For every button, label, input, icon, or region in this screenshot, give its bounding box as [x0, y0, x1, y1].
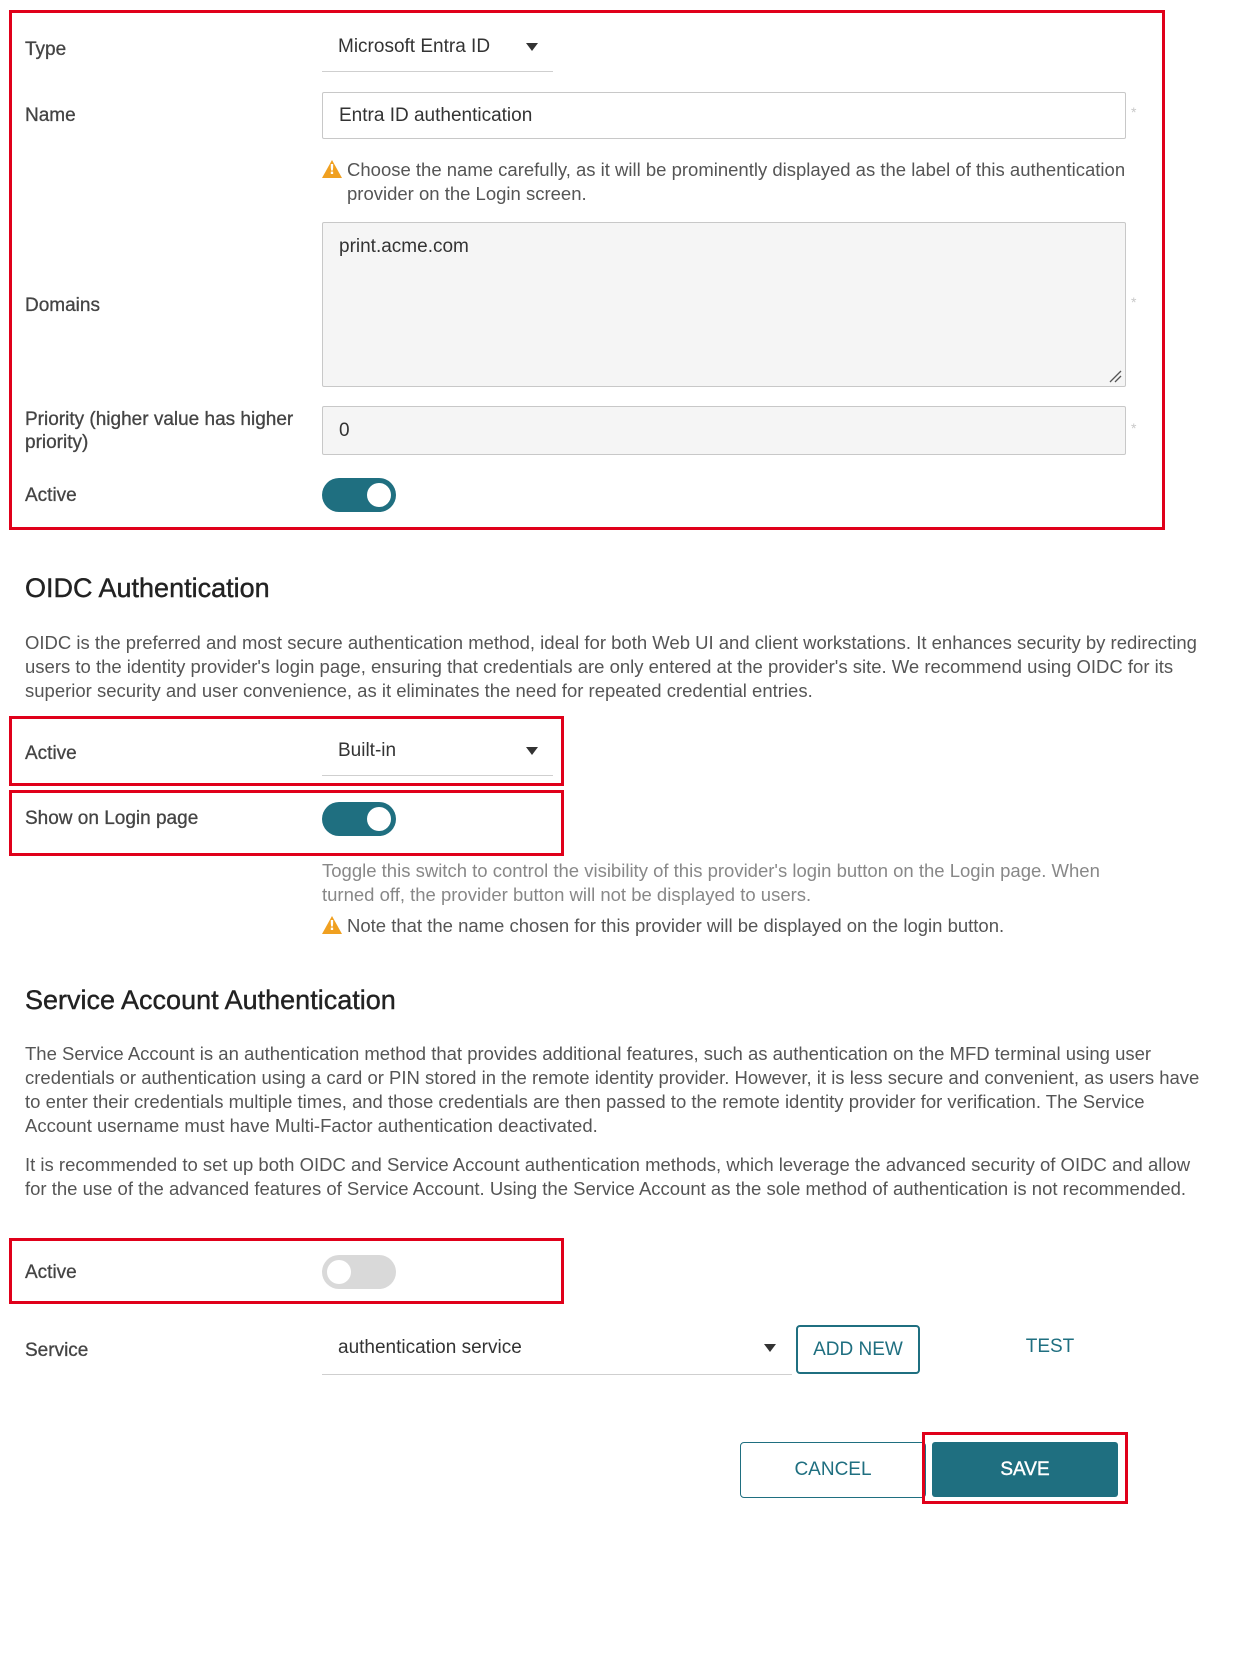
warning-icon [322, 916, 342, 934]
cancel-button[interactable]: CANCEL [740, 1442, 926, 1498]
oidc-title: OIDC Authentication [25, 573, 270, 603]
type-value: Microsoft Entra ID [338, 36, 491, 57]
name-required-mark: * [1131, 104, 1137, 120]
domains-value: print.acme.com [339, 236, 469, 257]
chevron-down-icon [764, 1344, 776, 1352]
priority-value: 0 [339, 420, 350, 441]
name-input[interactable] [322, 92, 1126, 139]
service-account-description-1: The Service Account is an authentication method that provides additional features, such as authentication on the MFD terminal using user credentials or authentication using a card or PIN stored in the remote identity provider. However, it is less secure and convenient, as users have to enter their credentials multiple times, and those credentials are then passed to the remote identity provider for verification. The Service Account username must have Multi-Factor authentication deactivated. [25, 1043, 1200, 1136]
service-account-title: Service Account Authentication [25, 985, 396, 1015]
chevron-down-icon [526, 43, 538, 51]
name-value: Entra ID authentication [339, 105, 533, 126]
service-active-label: Active [25, 1262, 77, 1283]
priority-input[interactable] [322, 406, 1126, 455]
toggle-knob [367, 483, 391, 507]
warning-icon [322, 160, 342, 178]
add-new-button[interactable]: ADD NEW [796, 1325, 920, 1374]
oidc-description: OIDC is the preferred and most secure authentication method, ideal for both Web UI and client workstations. It enhances security by redirecting users to the identity provider's login page, ensuring that credentials are only entered at the provider's site. We recommend using OIDC for its superior security and user convenience, as it eliminates the need for repeated credential entries. [25, 632, 1197, 701]
type-label: Type [25, 39, 67, 60]
resize-handle-icon[interactable] [1108, 369, 1122, 383]
active-label: Active [25, 485, 77, 506]
highlight-service-active [9, 1238, 564, 1304]
service-select[interactable] [322, 1329, 792, 1375]
active-toggle[interactable] [322, 478, 396, 512]
service-active-toggle[interactable] [322, 1255, 396, 1289]
chevron-down-icon [526, 747, 538, 755]
name-hint: Choose the name carefully, as it will be prominently displayed as the label of this authentication provider on the Login screen. [347, 159, 1126, 204]
show-login-hint: Toggle this switch to control the visibility of this provider's login button on the Login page. When turned off, the provider button will not be displayed to users. [322, 860, 1100, 905]
service-account-description-2: It is recommended to set up both OIDC and Service Account authentication methods, which leverage the advanced security of OIDC and allow for the use of the advanced features of Service Account. Using the Service Account as the sole method of authentication is not recommended. [25, 1154, 1191, 1199]
service-label: Service [25, 1340, 89, 1361]
priority-label: Priority (higher value has higher priority) [25, 409, 294, 453]
domains-label: Domains [25, 295, 100, 316]
domains-required-mark: * [1131, 294, 1137, 310]
toggle-knob [367, 807, 391, 831]
type-select[interactable] [322, 28, 553, 72]
save-button[interactable]: SAVE [932, 1442, 1118, 1497]
show-login-label: Show on Login page [25, 808, 199, 829]
test-button[interactable]: TEST [1025, 1336, 1075, 1357]
domains-textarea[interactable] [322, 222, 1126, 387]
toggle-knob [327, 1260, 351, 1284]
priority-required-mark: * [1131, 420, 1137, 436]
name-label: Name [25, 105, 76, 126]
service-value: authentication service [338, 1337, 522, 1358]
oidc-active-label: Active [25, 743, 77, 764]
oidc-active-value: Built-in [338, 740, 397, 761]
oidc-note: Note that the name chosen for this provider will be displayed on the login button. [347, 915, 1005, 936]
show-login-toggle[interactable] [322, 802, 396, 836]
oidc-active-select[interactable] [322, 732, 553, 776]
